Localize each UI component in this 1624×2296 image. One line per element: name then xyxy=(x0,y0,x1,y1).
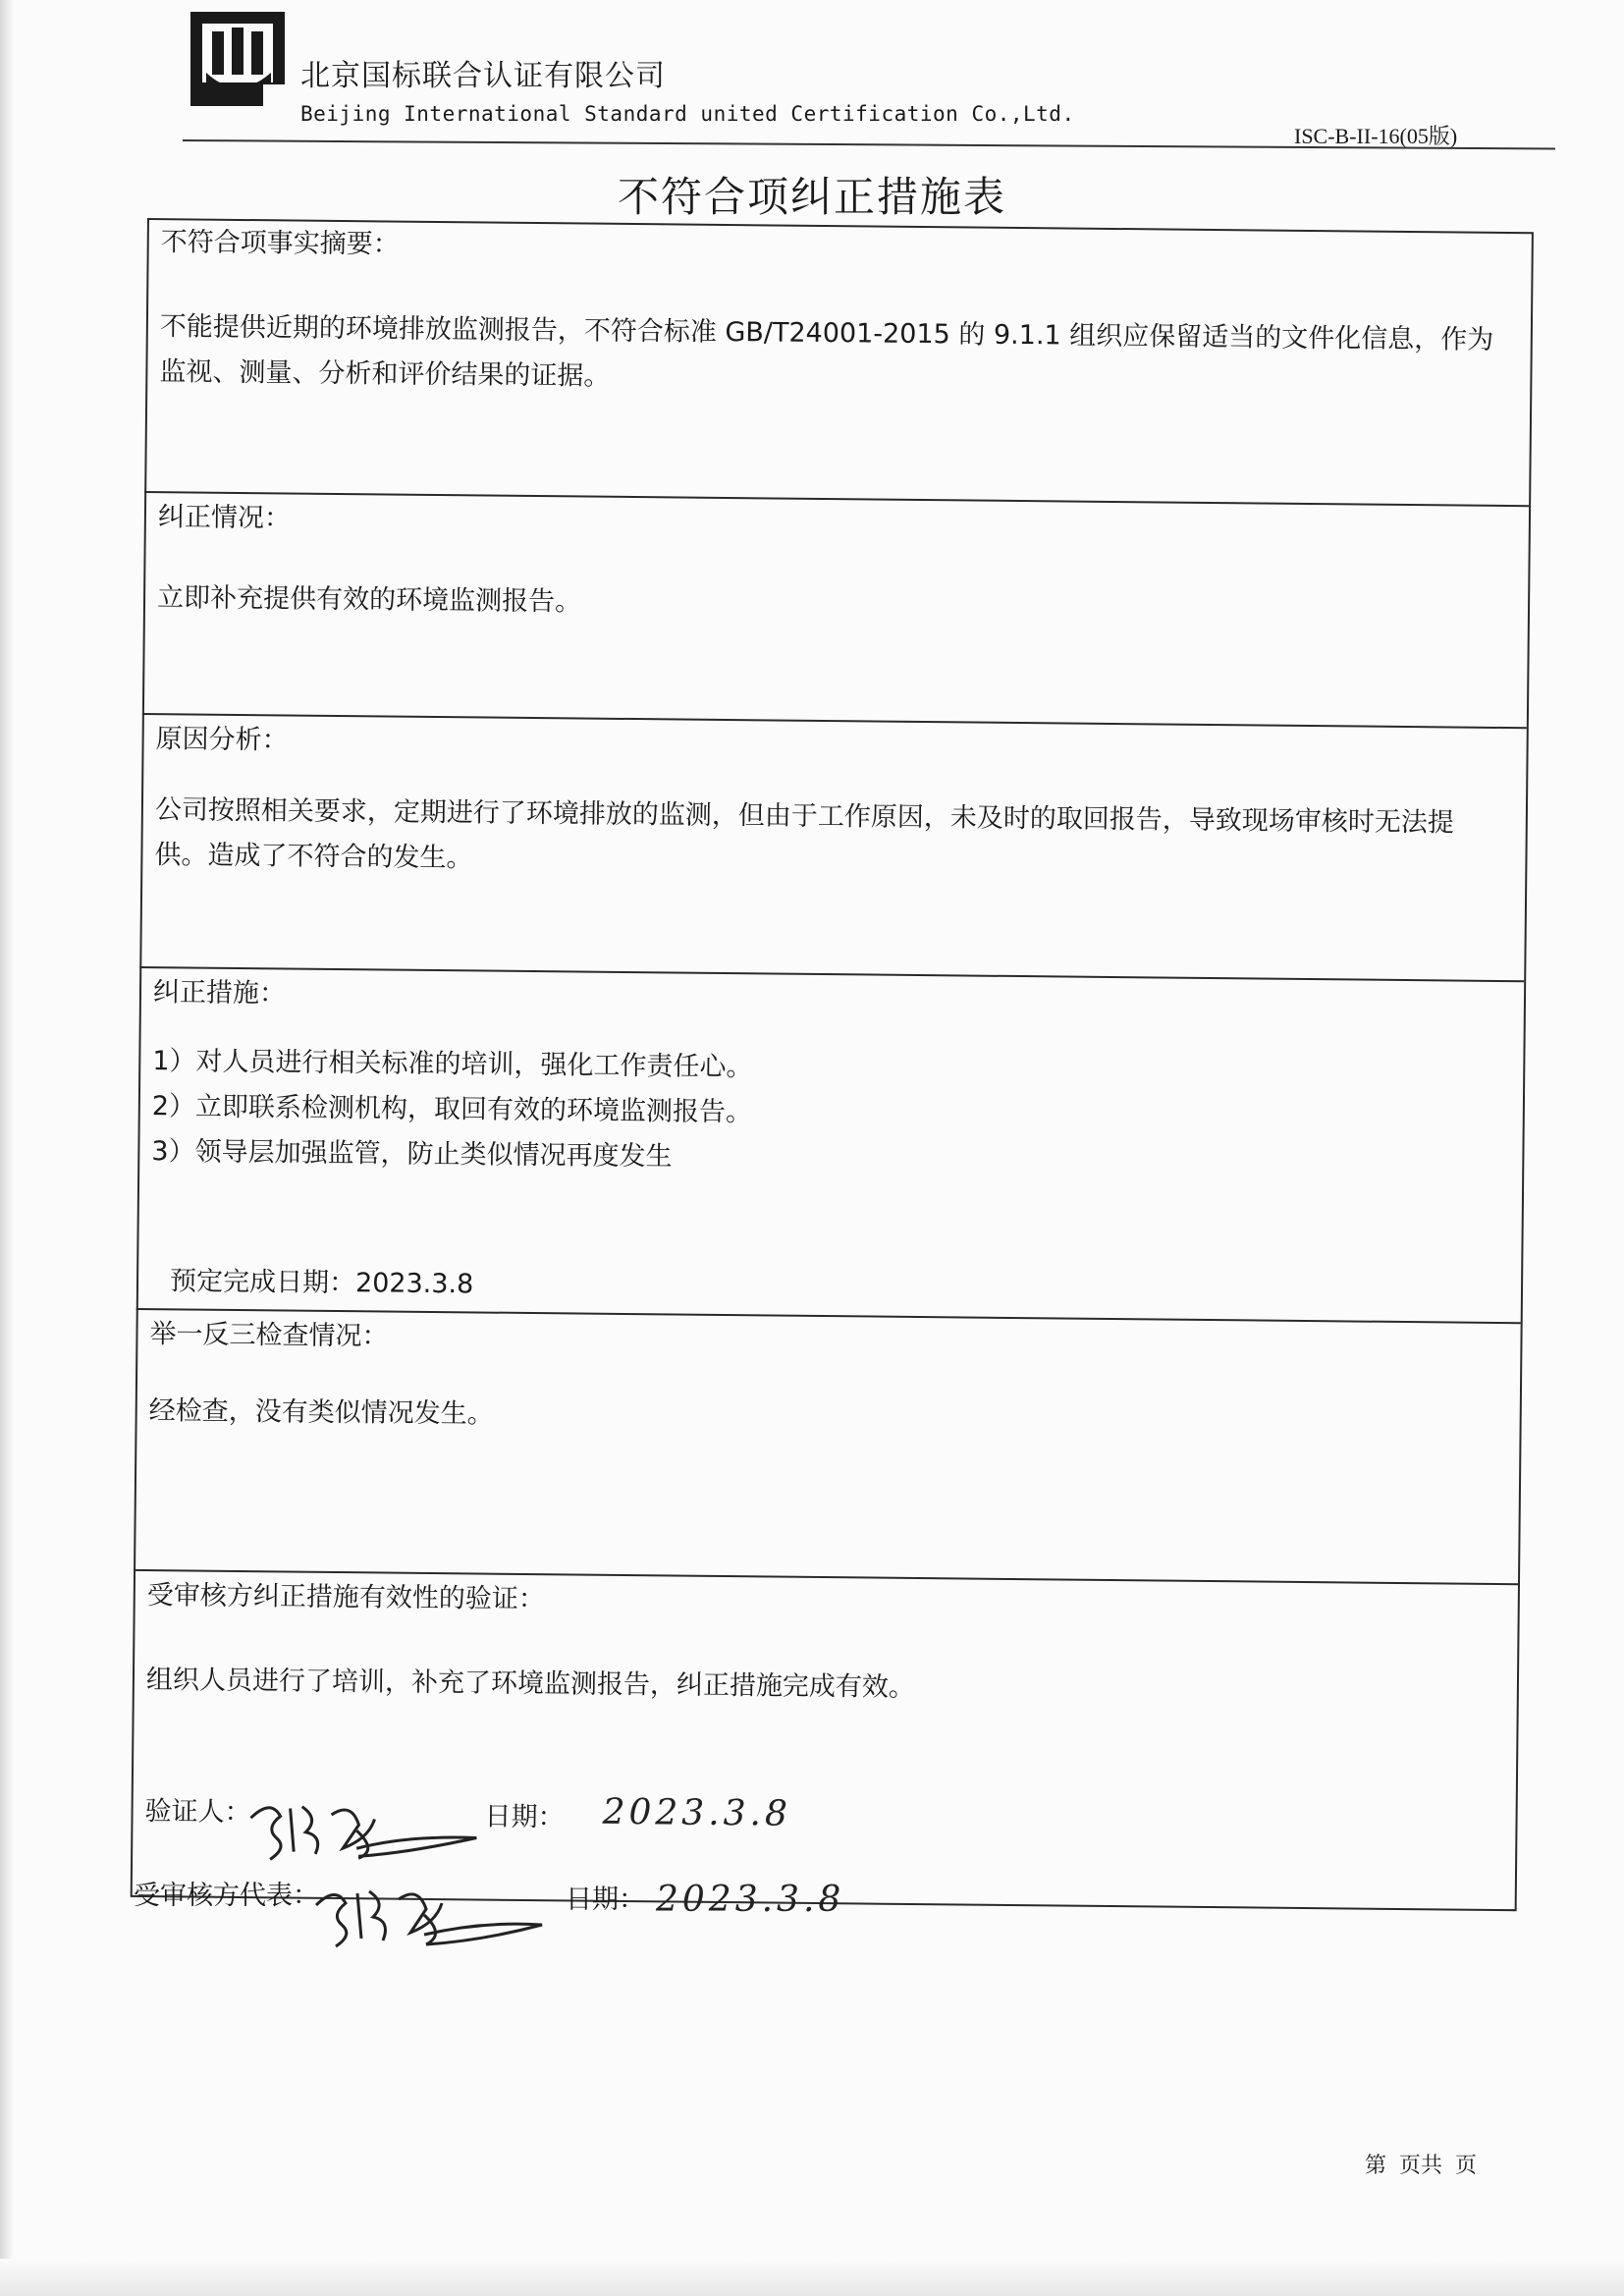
list-item: 1）对人员进行相关标准的培训，强化工作责任心。 xyxy=(152,1046,753,1083)
list-item: 2）立即联系检测机构，取回有效的环境监测报告。 xyxy=(151,1091,753,1128)
company-name-cn: 北京国标联合认证有限公司 xyxy=(300,59,666,93)
nonconformity-label: 不符合项事实摘要： xyxy=(160,227,400,260)
representative-date: 2023.3.8 xyxy=(656,1880,845,1920)
company-logo xyxy=(187,8,289,110)
correction-label: 纠正情况： xyxy=(157,502,292,534)
company-name-en: Beijing International Standard united Certification Co.,Ltd. xyxy=(300,102,1075,126)
representative-date-label: 日期： xyxy=(566,1885,645,1915)
correction-text: 立即补充提供有效的环境监测报告。 xyxy=(156,582,582,618)
cause-text: 公司按照相关要求，定期进行了环境排放的监测，但由于工作原因，未及时的取回报告，导致现场审核时无法提供。造成了不符合的发生。 xyxy=(154,794,1454,874)
representative-label: 受审核方代表： xyxy=(134,1881,319,1911)
form-code: ISC-B-II-16(05版) xyxy=(1294,124,1458,148)
list-item: 3）领导层加强监管，防止类似情况再度发生 xyxy=(151,1136,673,1173)
verification-label: 受审核方纠正措施有效性的验证： xyxy=(146,1580,545,1615)
planned-date-value: 2023.3.8 xyxy=(354,1268,474,1300)
representative-signature xyxy=(306,1862,552,1960)
verifier-signature xyxy=(241,1778,487,1870)
corrective-action-label: 纠正措施： xyxy=(152,977,287,1010)
scan-bottom-edge xyxy=(0,2259,1624,2296)
corrective-action-list xyxy=(151,1039,1497,1188)
similar-check-label: 举一反三检查情况： xyxy=(149,1319,389,1352)
planned-date-label: 预定完成日期： xyxy=(169,1266,356,1299)
verifier-label: 验证人： xyxy=(144,1796,251,1829)
similar-check-text: 经检查，没有类似情况发生。 xyxy=(148,1395,494,1430)
cause-label: 原因分析： xyxy=(155,724,289,756)
document-title: 不符合项纠正措施表 xyxy=(617,173,1006,221)
verification-date-label: 日期： xyxy=(484,1801,565,1833)
page-number: 第 页共 页 xyxy=(1365,2154,1477,2178)
corrective-action-form xyxy=(131,218,1532,1909)
verification-date: 2023.3.8 xyxy=(602,1791,792,1834)
nonconformity-text: 不能提供近期的环境排放监测报告，不符合标准 GB/T24001-2015 的 9.1.1 组织应保留适当的文件化信息，作为监视、测量、分析和评价结果的证据。 xyxy=(159,311,1494,392)
planned-date-row xyxy=(170,1259,474,1307)
scan-edge xyxy=(0,0,14,2296)
verification-text: 组织人员进行了培训，补充了环境监测报告，纠正措施完成有效。 xyxy=(145,1665,916,1703)
